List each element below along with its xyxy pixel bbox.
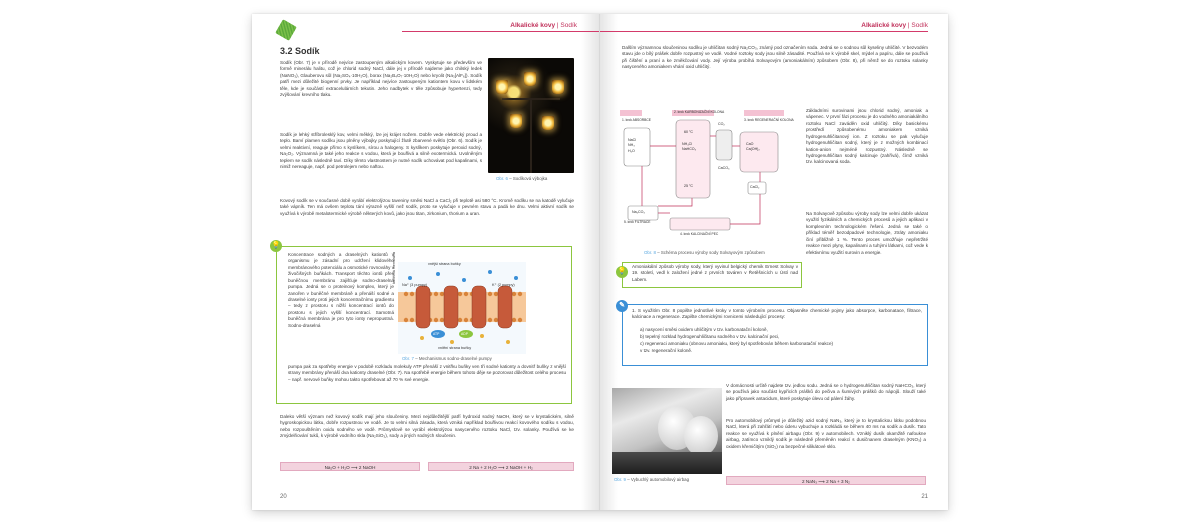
- caption-ref: Obr. 9: [614, 477, 626, 482]
- box-text-bottom: pumpa pak za spotřeby energie v podobě rozkladu molekuly ATP přenáší z vnitřku buňky ven tři sodné kationty a dovnitř buňky z vnější strany membrány přenáší dva kationty draselné (Obr. 7). Na spotřebě energie během tohoto děje se pozorovat důležitost celého procesu – např. nervové buňky mohou takto spotřebovat až 70 % své energie.: [288, 364, 566, 382]
- equation-bar: 2 Na + 2 H₂O ⟶ 2 NaOH + H₂: [428, 462, 574, 471]
- book-spread: [252, 14, 948, 510]
- page-number: 20: [280, 494, 287, 500]
- species-cacl2: CaCl₂: [750, 185, 760, 189]
- caption-ref: Obr. 8: [644, 250, 656, 255]
- airbag-caption: [614, 477, 689, 482]
- species-regen: CaO Ca(OH)₂: [746, 142, 760, 152]
- step-2-label: 2. krok KARBONIZAČNÍ KOLONA: [674, 110, 725, 114]
- membrane-caption: [402, 356, 492, 361]
- caption-text: – Vybuchlý automobilový airbag: [625, 477, 690, 482]
- lightbulb-icon: 💡: [616, 266, 628, 278]
- paragraph-intro: Sodík (Obr. 7) je v přírodě nejvíce zastoupeným alkalickým kovem. Vyskytuje se především ve formě minerálu halitu, což je chlorid sodný NaCl, dále jej v přírodě najdeme jako chilský ledek (NaNO₃), Glauberovu sůl (Na₂SO₄·10H₂O), borax (Na₂B₄O₇·10H₂O) nebo kryolit (Na₃[AlF₆]). Sodík patří mezi důležité biogenní prvky. Je například nejvíce zastoupeným kationtem kovu v lidském těle, kde je součástí extracelulárních tekutin. Jeho nadbytek v těle způsobuje hypertenzi, tedy zvýšování krevního tlaku.: [280, 60, 482, 98]
- sodium-lamp-photo: [488, 58, 574, 173]
- equation-bar: Na₂O + H₂O ⟶ 2 NaOH: [280, 462, 420, 471]
- note-text: Amoniakální způsob výroby sody, který vyvinul belgický chemik Ernest Solvay v 19. století, vedl k založení jedné z prvních továren v Řetěšnicích u Ústí nad Labem.: [632, 264, 798, 282]
- species-co2: CO₂: [718, 122, 725, 126]
- caption-text: – Schéma procesu výroby sody Solvayovým způsobem: [655, 250, 765, 255]
- task-icon: ✎: [616, 300, 628, 312]
- paragraph-naoh: Daleko větší význam než kovový sodík mají jeho sloučeniny. Mezi nejdůležitější patří hydroxid sodný NaOH, který se v krystalickém, silně hygroskopickou látku, dobře rozpustnou ve vodě. Je to velmi silná zásada, která vzniká například bouřlivou reakcí kovového sodíku s vodou, nebo rozpouštěním oxidu sodného ve vodě. Průmyslově se vyrábí elektrolýzou nasyceného roztoku NaCl, tzv. solanky. Používá se ke zmýdelňování tuků, k výrobě vodního skla (Na₂SiO₃), sody a jiných sodných sloučenin.: [280, 414, 574, 439]
- caption-text: – Sodíková výbojka: [507, 176, 548, 181]
- paragraph-soda: Dalším významnou sloučeninou sodíku je uhličitan sodný Na₂CO₃, známý pod označením soda. Jedná se o sodnou sůl kyseliny uhličité. V bezvodém stavu jde o bílý prášek dobře rozpustný ve vodě. Vodné roztoky sody jsou silně zásadité. Používá se k výrobě skel, mýdel a papíru, dále se používá při čištění a praní a ke změkčování vody. Její výroba probíhá Solvayovým (amoniakálním) způsobem (Obr. 8), při němž se do roztoku solanky nasyceného amoniakem vhání oxid uhličitý.: [622, 45, 928, 70]
- solvay-caption: [644, 250, 765, 255]
- membrane-svg: [398, 262, 526, 354]
- potassium-label: K⁺ (2 pumpy): [492, 283, 515, 287]
- lamp-glow-icon: [542, 116, 554, 130]
- lightbulb-icon: 💡: [270, 240, 282, 252]
- running-header: [510, 22, 577, 29]
- header-rule: [600, 31, 928, 32]
- lamp-glow-icon: [552, 80, 564, 94]
- adp-label: ADP: [461, 332, 468, 336]
- atp-label: ATP: [433, 332, 440, 336]
- solvay-process-diagram: [620, 106, 798, 246]
- temp-60-label: 60 °C: [684, 130, 694, 134]
- step-4-label: 4. krok KALCINAČNÍ PEC: [680, 232, 719, 236]
- lamp-glow-icon: [496, 80, 508, 94]
- header-rule: [402, 31, 599, 32]
- caption-text: – Mechanismus sodno-draselné pumpy: [413, 356, 492, 361]
- page-right: [600, 14, 948, 510]
- species-caco3: CaCO₃: [718, 166, 730, 170]
- solvay-svg: [620, 106, 798, 246]
- step-3-label: 3. krok REGENERAČNÍ KOLONA: [744, 118, 794, 122]
- header-title: Alkalické kovy: [861, 22, 907, 29]
- header-sub: Sodík: [911, 22, 928, 29]
- page-left: [252, 14, 600, 510]
- paragraph-nan3: Pro automobilový průmysl je důležitý azid sodný NaN₃, který je to krystalickou látku podobnou NaCl, která při zahřátí nebo úderu vybuchuje a rozkládá se během 40 ms na sodík a dusík. Tato reakce se využívá k plnění airbagu (Obr. 9) v automobilech. Vzniklý dusík okamžitě nafoukne airbag, zatímco vzniklý sodík je následně přeměněn reakcí s dusičnanem draselným (KNO₃) a oxidem křemičitým (SiO₂) na bezpečné silikátové sklo.: [726, 418, 926, 449]
- paragraph-raw-materials: Základními surovinami jsou chlorid sodný, amoniak a vápenec. V první fázi procesu je do vodného amoniakálního roztoku NaCl zaváděn oxid uhličitý. Díky basickému prostředí způsobenému amoniakem vzniká hydrogenuhličitanový ion. Z roztoku se pak vylučuje hydrogenuhličitan sodný, který je z možných kombinací kation-anion nejméně rozpustný. Následně se hydrogenuhličitan sodný kalcinuje (zahřívá), čímž vzniká tzv. kalcinovaná soda.: [806, 108, 928, 165]
- task-intro: 1. S využitím Obr. 8 popište jednotlivé kroky v tomto výrobním procesu. Objasněte chemické pojmy jako absorpce, karbonatace, filtrace, kalcinace a regenerace. Zapište chemickými rovnicemi následující procesy:: [632, 308, 922, 320]
- temp-25-label: 25 °C: [684, 184, 694, 188]
- outer-side-label: vnější strana buňky: [428, 262, 461, 266]
- sodium-potassium-pump-diagram: [398, 262, 526, 354]
- header-sub: Sodík: [560, 22, 577, 29]
- task-item: c) regeneraci amoniaku (obnovu amoniaku, který byl spotřebován během karbonatační reakce): [640, 341, 834, 347]
- caption-ref: Obr. 6: [496, 176, 508, 181]
- equation-bar: 2 NaN₃ ⟶ 2 Na + 3 N₂: [726, 476, 926, 485]
- caption-ref: Obr. 7: [402, 356, 414, 361]
- task-item: v tzv. regenerační koloně.: [640, 348, 693, 354]
- membrane-side-label: buněčná membrána: [392, 252, 396, 284]
- paragraph-solvay-benefit: Na Solvayově způsobu výroby sody lze velmi dobře ukázat využití fyzikálních a chemických procesů a jejich aplikaci v komplexním technologickém řešení. Jedná se také o příklad téměř bezodpadové technologie, ztráty amoniaku činí přibližně 1 %. Tento proces umožňuje nepřetržité reakce mezi plyny, kapalinami a tuhými látkami, což vede k efektivnímu využití surovin a energie.: [806, 211, 928, 255]
- task-item: a) nasycení směsi oxidem uhličitým v tzv. karbonatační koloně,: [640, 327, 768, 332]
- dashboard-shape: [612, 452, 722, 474]
- paragraph-nahco3: V domácnosti určitě najdete tzv. jedlou sodu. Jedná se o hydrogenuhličitan sodný NaHCO₃, který se používá jako součást kypřicích prášků do pečiva a šumivých prášků do nápojů. Slouží také jako přípravek antacidum, které poskytuje úlevu od pálení žáhy.: [726, 383, 926, 401]
- inner-side-label: vnitřní strana buňky: [438, 346, 472, 350]
- header-separator: |: [556, 22, 561, 29]
- paragraph-properties: Sodík je lehký stříbrolesklý kov, velmi měkký, lze jej krájet nožem. Dobře vede elektrický proud a teplo. Barví plamen sodíku jsou plněny výbojky poskytující žlutě zbarvené světlo (Obr. 6). Sodík je velmi reaktivní, reaguje přímo s kyslíkem, sírou a halogeny. S kyslíkem poskytuje peroxid sodný, Na₂O₂. Významná je také jeho reakce s vodou, která je bouřlivá a silně exotermická. Uvolněným teplem se sodík následně taví. Díky těmto vlastnostem je nutné sodík uchovávat pod kapalinami, s nimiž nereaguje, např. pod petrolejem nebo naftou.: [280, 132, 482, 170]
- box-text-top: Koncentrace sodných a draselných kationtů v organismu je zásadní pro udržení klidového membránového potenciálu a osmotické rovnováhy v živočišných buňkách. Transport těchto iontů přes buněčnou membránu zajišťuje sodno-draselná pumpa. Jedná se o proteinový komplex, který je zanořen v buněčné membráně a přenáší sodné a draselné ionty proti jejich koncentračnímu gradientu – tedy z prostoru s nižší koncentrací iontů do prostoru s jejich vyšší koncentrací. Samotná buněčná membrána je pro tyto ionty nepropustná. Sodno-draselná: [288, 252, 394, 328]
- sodium-label: Na⁺ (3 pumpy): [402, 283, 428, 287]
- running-header: [861, 22, 928, 29]
- paragraph-production: Kovový sodík se v současné době vyrábí elektrolýzou taveniny směsi NaCl a CaCl₂ při teplotě asi 580 °C. Kromě sodíku se na katodě vylučuje také vápník. Ten má ovšem teplotu tání výrazně vyšší než sodík, proto se vylučuje v pevném stavu a padá ke dnu. Velmi aktivní sodík se využívá k výrobě metalotermické výrobě některých kovů, jako jsou titan, zirkonium, thorium a uran.: [280, 198, 574, 216]
- lamp-glow-icon: [524, 72, 536, 86]
- section-title: 3.2 Sodík: [280, 46, 320, 56]
- task-item: b) tepelný rozklad hydrogenuhličitanu sodného v tzv. kalcinační peci,: [640, 334, 780, 340]
- species-na2co3: Na₂CO₃: [632, 210, 645, 214]
- airbag-photo: [612, 388, 722, 474]
- step-5-label: 5. krok FILTRACE: [624, 220, 651, 224]
- task-list: [640, 326, 920, 354]
- page-number: 21: [921, 494, 928, 500]
- lamp-glow-icon: [510, 114, 522, 128]
- species-left: NaCl NH₃ H₂O: [628, 138, 636, 153]
- species-column: NH₄Cl NaHCO₃: [682, 142, 697, 152]
- header-title: Alkalické kovy: [510, 22, 556, 29]
- airbag-shape: [684, 416, 718, 456]
- lamp-caption: [496, 176, 547, 181]
- cube-logo-icon: [275, 19, 297, 41]
- step-1-label: 1. krok ABSORBCE: [622, 118, 651, 122]
- header-separator: |: [907, 22, 912, 29]
